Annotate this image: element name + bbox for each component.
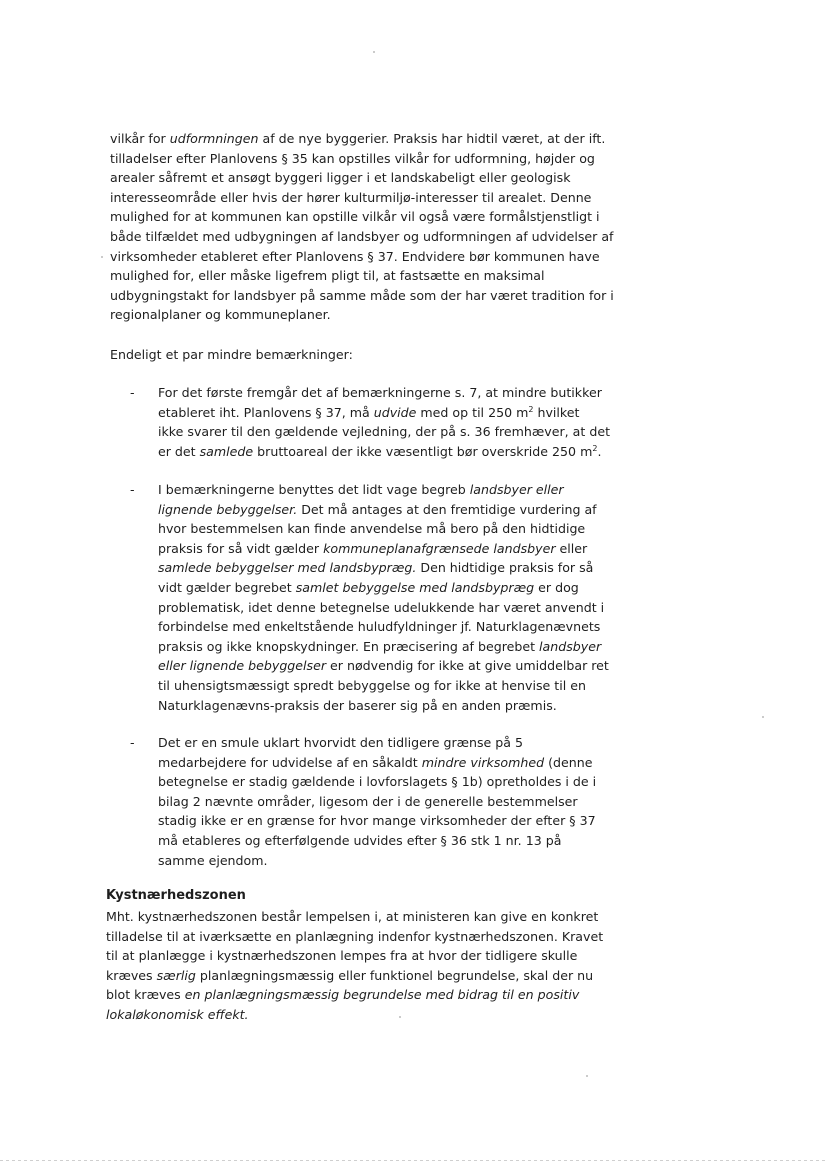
bullet-dash: - <box>130 735 135 750</box>
paragraph-bemaerkninger-intro: Endeligt et par mindre bemærkninger: <box>110 347 353 362</box>
text-line: kræves særlig planlægningsmæssig eller funktionel begrundelse, skal der nu <box>106 967 594 983</box>
text-line: mulighed for, eller måske ligefrem pligt til, at fastsætte en maksimal <box>110 268 545 284</box>
text-line: vidt gælder begrebet samlet bebyggelse med landsbypræg er dog <box>158 579 579 595</box>
text-line: hvor bestemmelsen kan finde anvendelse må bero på den hidtidige <box>158 521 586 537</box>
text-line: medarbejdere for udvidelse af en såkaldt mindre virksomhed (denne <box>158 754 593 770</box>
text-line: samlede bebyggelser med landsbypræg. Den hidtidige praksis for så <box>158 560 594 576</box>
text-line: udbygningstakt for landsbyer på samme måde som der har været tradition for i <box>110 287 614 303</box>
bullet-text <box>158 733 596 870</box>
text-line: Naturklagenævns-praksis der baserer sig på en anden præmis. <box>158 697 557 713</box>
text-line: lignende bebyggelser. Det må antages at den fremtidige vurdering af <box>158 501 597 517</box>
text-line: eller lignende bebyggelser er nødvendig for ikke at give umiddelbar ret <box>158 658 609 674</box>
scan-speck <box>101 256 103 258</box>
scan-speck <box>586 1075 588 1077</box>
text-line: problematisk, idet denne betegnelse udelukkende har været anvendt i <box>158 599 605 615</box>
bullet-text <box>158 383 610 461</box>
text-line: er det samlede bruttoareal der ikke væsentligt bør overskride 250 $m^2$. <box>158 443 602 459</box>
text-line: forbindelse med enkeltstående huludfyldninger jf. Naturklagenævnets <box>158 619 601 635</box>
scan-speck <box>373 51 375 53</box>
scan-speck <box>762 716 764 718</box>
scan-speck <box>399 1016 401 1018</box>
text-line: bilag 2 nævnte områder, ligesom der i de generelle bestemmelser <box>158 793 578 809</box>
bullet-text <box>158 480 609 715</box>
text-line: vilkår for udformningen af de nye byggerier. Praksis har hidtil været, at der ift. <box>110 131 606 146</box>
text-line: samme ejendom. <box>158 852 268 868</box>
text-line: tilladelser efter Planlovens § 35 kan opstilles vilkår for udformning, højder og <box>110 150 595 166</box>
text-line: I bemærkningerne benyttes det lidt vage begreb landsbyer eller <box>158 482 564 497</box>
text-line: må etableres og efterfølgende udvides efter § 36 stk 1 nr. 13 på <box>158 832 562 848</box>
text-line: betegnelse er stadig gældende i lovforslagets § 1b) opretholdes i de i <box>158 774 597 790</box>
text-line: lokaløkonomisk effekt. <box>106 1006 249 1022</box>
text-line: praksis for så vidt gælder kommuneplanafgrænsede landsbyer eller <box>158 540 588 556</box>
scan-bottom-edge <box>0 1160 827 1161</box>
text-line: virksomheder etableret efter Planlovens § 37. Endvidere bør kommunen have <box>110 248 600 264</box>
text-line: For det første fremgår det af bemærkningerne s. 7, at mindre butikker <box>158 385 602 400</box>
text-line: etableret iht. Planlovens § 37, må udvide med op til 250 $m^2$ hvilket <box>158 404 580 420</box>
text-line: arealer såfremt et ansøgt byggeri ligger i et landskabeligt eller geologisk <box>110 170 571 186</box>
section-heading: Kystnærhedszonen <box>106 888 246 903</box>
text-line: til uhensigtsmæssigt spredt bebyggelse og for ikke at henvise til en <box>158 677 586 693</box>
text-line: praksis og ikke knopskydninger. En præcisering af begrebet landsbyer <box>158 638 602 654</box>
paragraph-praksis <box>110 129 615 325</box>
text-line: Det er en smule uklart hvorvidt den tidligere grænse på 5 <box>158 735 524 750</box>
text-line: stadig ikke er en grænse for hvor mange virksomheder der efter § 37 <box>158 813 596 829</box>
text-line: mulighed for at kommunen kan opstille vilkår vil også være formålstjenstligt i <box>110 209 600 225</box>
text-line: tilladelse til at iværksætte en planlægning indenfor kystnærhedszonen. Kravet <box>106 928 604 944</box>
text-line: både tilfældet med udbygningen af landsbyer og udformningen af udvidelser af <box>110 228 614 244</box>
bullet-dash: - <box>130 482 135 497</box>
bullet-dash: - <box>130 385 135 400</box>
text-line: blot kræves en planlægningsmæssig begrundelse med bidrag til en positiv <box>106 987 580 1003</box>
text-line: ikke svarer til den gældende vejledning, der på s. 36 fremhæver, at det <box>158 424 611 440</box>
text-line: til at planlægge i kystnærhedszonen lempes fra at hvor der tidligere skulle <box>106 948 578 964</box>
text-line: Mht. kystnærhedszonen består lempelsen i, at ministeren kan give en konkret <box>106 909 599 924</box>
text-line: interesseområde eller hvis der hører kulturmiljø-interesser til arealet. Denne <box>110 189 592 205</box>
text-line: regionalplaner og kommuneplaner. <box>110 307 331 323</box>
paragraph-kystnaerhed <box>106 907 611 1025</box>
